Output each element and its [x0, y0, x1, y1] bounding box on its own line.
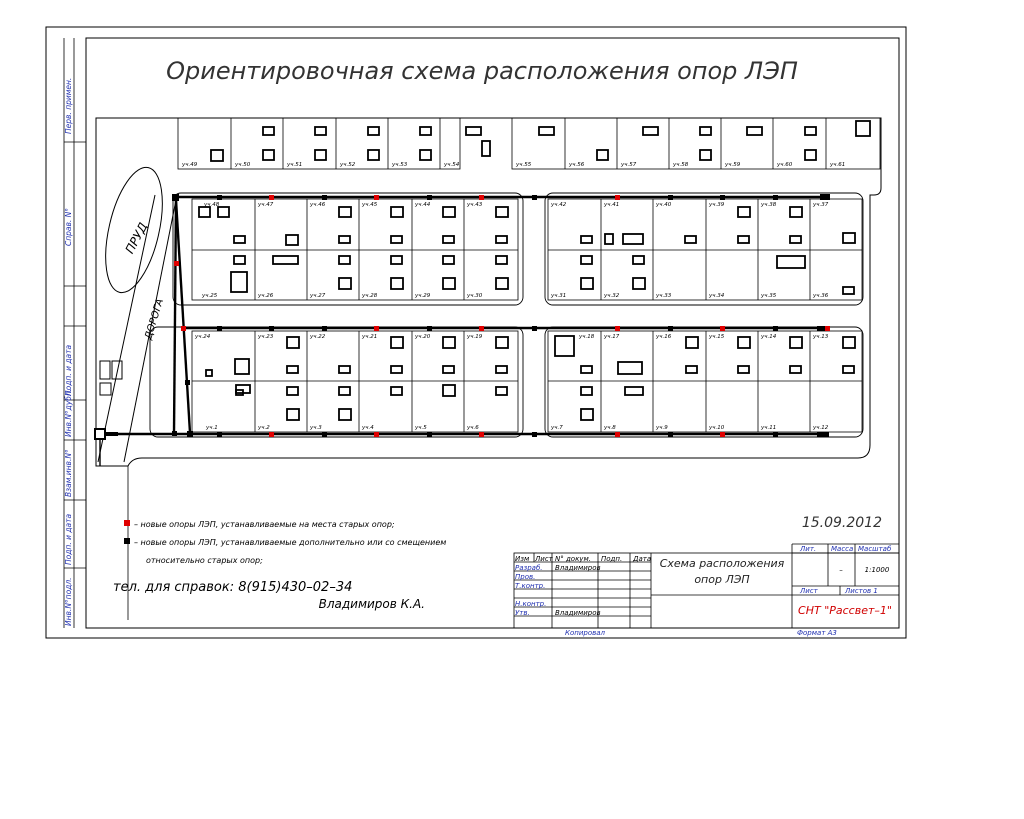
side-label: Подп. и дата	[64, 513, 73, 565]
stamp-approver: Владимиров	[555, 609, 601, 617]
lot-label: уч.37	[813, 202, 829, 208]
lot-label: уч.21	[362, 334, 378, 340]
lot-label: уч.43	[467, 202, 483, 208]
black-pole-marker	[532, 195, 537, 200]
stamp-sheets: Листов 1	[845, 587, 878, 595]
red-pole-marker	[269, 432, 274, 437]
power-line	[118, 197, 828, 434]
red-pole-marker	[374, 195, 379, 200]
red-pole-marker	[479, 432, 484, 437]
stamp-developer: Владимиров	[555, 564, 601, 572]
lot-label: уч.8	[604, 425, 616, 431]
lot-label: уч.44	[415, 202, 431, 208]
lot-label: уч.19	[467, 334, 483, 340]
black-pole-marker	[668, 326, 673, 331]
lot-label: уч.33	[656, 293, 672, 299]
lot-label: уч.58	[673, 162, 689, 168]
lot-label: уч.31	[551, 293, 567, 299]
stamp-scale-value: 1:1000	[864, 566, 890, 574]
stamp-doc-title: Схема расположения	[659, 557, 785, 570]
lot-label: уч.30	[467, 293, 483, 299]
lot-label: уч.59	[725, 162, 741, 168]
lot-label: уч.42	[551, 202, 567, 208]
black-pole-marker	[532, 432, 537, 437]
lot-label: уч.5	[415, 425, 427, 431]
black-pole-marker	[817, 326, 825, 331]
red-pole-marker	[181, 326, 186, 331]
black-pole-marker	[322, 432, 327, 437]
black-pole-marker	[668, 432, 673, 437]
territory-outline	[96, 118, 881, 466]
poles-black	[172, 194, 830, 437]
red-pole-marker	[615, 432, 620, 437]
black-pole-marker	[217, 326, 222, 331]
lot-label: уч.41	[604, 202, 620, 208]
stamp-scale-header: Масштаб	[858, 545, 892, 553]
black-pole-marker	[532, 326, 537, 331]
lot-label: уч.34	[709, 293, 725, 299]
lot-label: уч.46	[310, 202, 326, 208]
lot-label: уч.38	[761, 202, 777, 208]
title-block	[514, 544, 899, 637]
lot-label: уч.60	[777, 162, 793, 168]
side-label: Взам.инв.N°	[64, 449, 73, 497]
road-label: ДОРОГА	[143, 297, 167, 341]
black-pole-marker	[217, 195, 222, 200]
black-pole-marker	[427, 326, 432, 331]
lot-label: уч.7	[551, 425, 563, 431]
lot-label: уч.2	[258, 425, 270, 431]
side-label: Инв.N°подл.	[64, 577, 73, 626]
block-4	[545, 327, 863, 437]
lot-label: уч.50	[235, 162, 251, 168]
lot-label: уч.35	[761, 293, 777, 299]
black-pole-marker	[269, 326, 274, 331]
side-labels	[64, 78, 73, 626]
black-pole-marker	[322, 195, 327, 200]
red-pole-marker	[479, 195, 484, 200]
lot-label: уч.39	[709, 202, 725, 208]
red-pole-marker	[174, 261, 179, 266]
side-label: Справ. N°	[64, 207, 73, 246]
black-pole-marker	[773, 432, 778, 437]
legend-black-swatch	[124, 538, 130, 544]
transformer-icon	[95, 429, 105, 439]
lot-label: уч.1	[206, 425, 218, 431]
lot-label: уч.12	[813, 425, 829, 431]
stamp-mass: Масса	[831, 545, 854, 553]
lot-label: уч.57	[621, 162, 637, 168]
black-pole-marker	[720, 195, 725, 200]
lot-label: уч.24	[195, 334, 211, 340]
black-pole-marker	[322, 326, 327, 331]
black-pole-marker	[427, 195, 432, 200]
legend-text: – новые опоры ЛЭП, устанавливаемые на места старых опор;	[134, 520, 395, 529]
lot-label: уч.6	[467, 425, 479, 431]
lot-label: уч.56	[569, 162, 585, 168]
legend-text: – новые опоры ЛЭП, устанавливаемые дополнительно или со смещением	[134, 538, 447, 547]
lot-label: уч.47	[258, 202, 274, 208]
lot-label: уч.53	[392, 162, 408, 168]
top-row-buildings	[211, 121, 870, 161]
stamp-header: Изм	[515, 555, 530, 563]
stamp-row-label: Утв.	[515, 609, 530, 617]
lot-label: уч.16	[656, 334, 672, 340]
black-pole-marker	[820, 194, 830, 200]
stamp-header: Подп.	[601, 555, 623, 563]
side-label: Перв. примен.	[64, 77, 73, 134]
red-pole-marker	[615, 326, 620, 331]
side-label: Подп. и дата	[64, 344, 73, 396]
lot-label: уч.4	[362, 425, 374, 431]
contact-name: Владимиров К.А.	[318, 597, 425, 611]
lot-label: уч.36	[813, 293, 829, 299]
lot-label: уч.25	[202, 293, 218, 299]
lot-label: уч.9	[656, 425, 668, 431]
red-pole-marker	[479, 326, 484, 331]
lot-label: уч.11	[761, 425, 777, 431]
lot-label: уч.26	[258, 293, 274, 299]
feeder-connector	[106, 432, 118, 436]
side-label: Инв.N°дубл.	[64, 388, 73, 437]
lot-label: уч.55	[516, 162, 532, 168]
block-3	[150, 327, 523, 437]
black-pole-marker	[217, 432, 222, 437]
lot-label: уч.51	[287, 162, 303, 168]
lot-label: уч.61	[830, 162, 846, 168]
stamp-row-label: Н.контр.	[515, 600, 547, 608]
lot-label: уч.40	[656, 202, 672, 208]
stamp-sheet: Лист	[800, 587, 818, 595]
black-pole-marker	[773, 195, 778, 200]
pond-label: ПРУД	[122, 220, 151, 256]
lot-label: уч.48	[204, 202, 220, 208]
top-row-lot-labels	[181, 162, 845, 168]
lot-label: уч.15	[709, 334, 725, 340]
stamp-organization: СНТ "Рассвет–1"	[798, 604, 892, 617]
lot-label: уч.27	[310, 293, 326, 299]
black-pole-marker	[817, 432, 829, 437]
poles-red	[174, 195, 830, 437]
red-pole-marker	[720, 432, 725, 437]
lot-label: уч.54	[444, 162, 460, 168]
black-pole-marker	[773, 326, 778, 331]
red-pole-marker	[374, 432, 379, 437]
block-2	[545, 193, 863, 305]
lot-label: уч.29	[415, 293, 431, 299]
stamp-lit: Лит.	[800, 545, 817, 553]
black-pole-marker	[187, 431, 193, 437]
red-pole-marker	[720, 326, 725, 331]
black-pole-marker	[668, 195, 673, 200]
stamp-row-label: Т.контр.	[515, 582, 546, 590]
black-pole-marker	[172, 194, 179, 201]
black-pole-marker	[172, 431, 177, 436]
stamp-header: N° докум.	[555, 555, 591, 563]
lot-label: уч.20	[415, 334, 431, 340]
stamp-header: Лист	[535, 555, 553, 563]
stamp-copied: Копировал	[565, 629, 605, 637]
lot-label: уч.3	[310, 425, 322, 431]
legend-text: относительно старых опор;	[146, 556, 263, 565]
red-pole-marker	[825, 326, 830, 331]
lot-label: уч.17	[604, 334, 620, 340]
contact-phone: тел. для справок: 8(915)430–02–34	[113, 580, 353, 595]
stamp-format: Формат А3	[797, 629, 837, 637]
lot-label: уч.52	[340, 162, 356, 168]
lot-label: уч.23	[258, 334, 274, 340]
lot-label: уч.45	[362, 202, 378, 208]
stamp-doc-title: опор ЛЭП	[694, 573, 750, 586]
stamp-row-label: Разраб.	[515, 564, 543, 572]
lot-label: уч.28	[362, 293, 378, 299]
lot-label: уч.10	[709, 425, 725, 431]
lot-label: уч.32	[604, 293, 620, 299]
lot-label: уч.49	[182, 162, 198, 168]
lot-label: уч.18	[579, 334, 595, 340]
stamp-header: Дата	[633, 555, 652, 563]
red-pole-marker	[374, 326, 379, 331]
lot-label: уч.13	[813, 334, 829, 340]
lot-label: уч.14	[761, 334, 777, 340]
black-pole-marker	[427, 432, 432, 437]
stamp-row-label: Пров.	[515, 573, 536, 581]
legend-red-swatch	[124, 520, 130, 526]
legend	[124, 520, 446, 565]
black-pole-marker	[185, 380, 190, 385]
red-pole-marker	[269, 195, 274, 200]
lot-label: уч.22	[310, 334, 326, 340]
block-1	[173, 193, 523, 305]
red-pole-marker	[615, 195, 620, 200]
drawing-date: 15.09.2012	[801, 515, 882, 531]
stamp-mass-value: –	[839, 566, 843, 574]
drawing-title: Ориентировочная схема расположения опор ЛЭП	[166, 57, 798, 85]
